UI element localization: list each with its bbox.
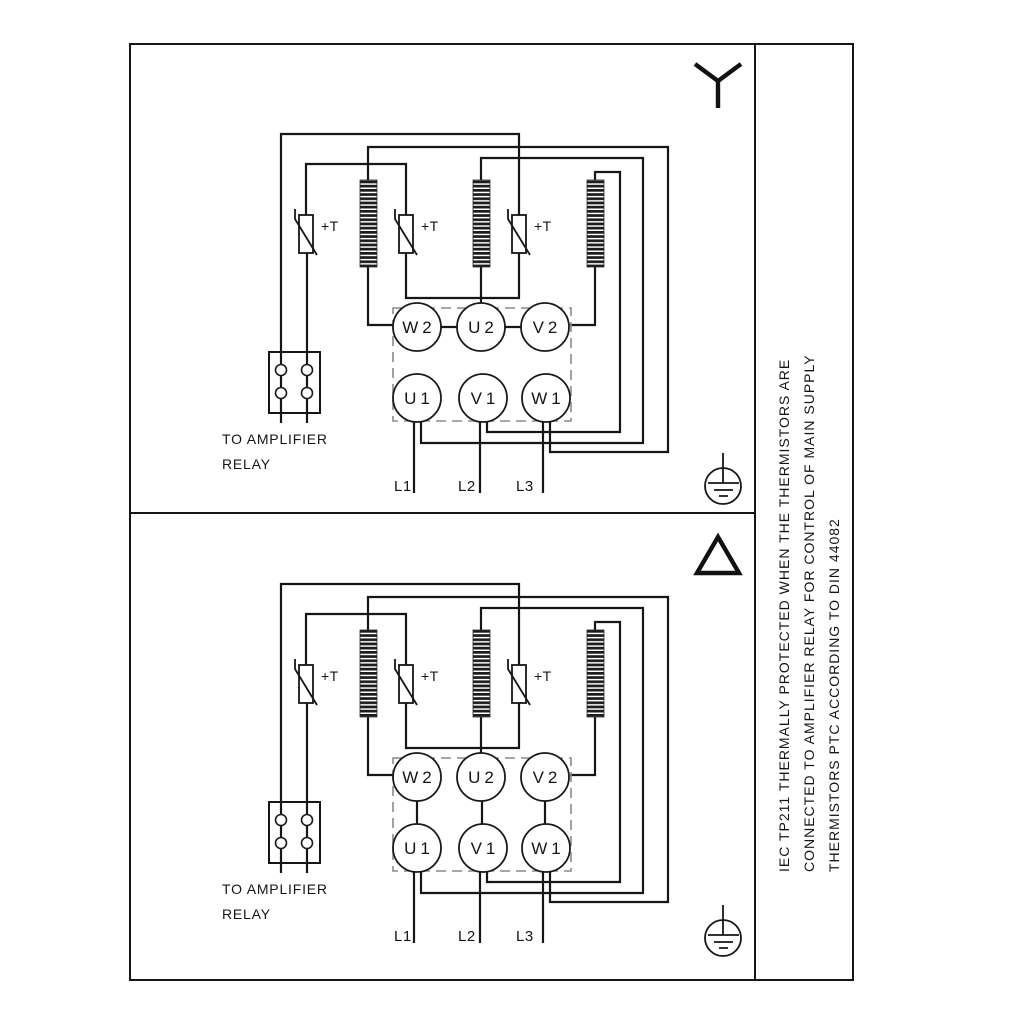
ground-bars bbox=[708, 483, 739, 496]
supply-label-l3: L3 bbox=[516, 928, 534, 945]
motor-terminal-u1 bbox=[393, 824, 441, 872]
motor-terminal-w1 bbox=[522, 824, 570, 872]
earth-ground-icon bbox=[705, 453, 741, 504]
relay-caption-line2: RELAY bbox=[222, 906, 271, 922]
relay-caption-line1: TO AMPLIFIER bbox=[222, 881, 328, 897]
relay-caption-line2: RELAY bbox=[222, 456, 271, 472]
terminal-label: W2 bbox=[402, 318, 436, 337]
ground-bars bbox=[708, 935, 739, 948]
terminal-label: U1 bbox=[404, 839, 434, 858]
supply-label-l2: L2 bbox=[458, 478, 476, 495]
motor-terminal-u2 bbox=[457, 303, 505, 351]
terminal-label: W1 bbox=[531, 839, 565, 858]
supply-label-l3: L3 bbox=[516, 478, 534, 495]
supply-label-l1: L1 bbox=[394, 928, 412, 945]
note-line-1: IEC TP211 THERMALLY PROTECTED WHEN THE THERMISTORS ARE bbox=[776, 358, 792, 872]
motor-terminal-w2 bbox=[393, 303, 441, 351]
thermistor-label: +T bbox=[534, 218, 552, 234]
thermistor-label: +T bbox=[534, 668, 552, 684]
motor-winding-u bbox=[473, 630, 490, 717]
star-panel bbox=[222, 64, 741, 504]
motor-winding-w bbox=[360, 180, 377, 267]
ptc-thermistor-icon bbox=[508, 209, 552, 255]
relay-terminal-box bbox=[269, 802, 320, 863]
delta-panel bbox=[222, 537, 741, 956]
motor-terminal-w2 bbox=[393, 753, 441, 801]
supply-label-l1: L1 bbox=[394, 478, 412, 495]
motor-terminal-v1 bbox=[459, 374, 507, 422]
relay-terminal-box bbox=[269, 352, 320, 413]
relay-caption-line1: TO AMPLIFIER bbox=[222, 431, 328, 447]
relay-terminal bbox=[302, 838, 313, 849]
thermistor-label: +T bbox=[421, 218, 439, 234]
ptc-thermistor-icon bbox=[508, 659, 552, 705]
relay-terminal bbox=[276, 815, 287, 826]
thermistor-label: +T bbox=[321, 218, 339, 234]
thermistor-body bbox=[299, 215, 313, 253]
terminal-label: U1 bbox=[404, 389, 434, 408]
relay-terminal bbox=[302, 815, 313, 826]
ptc-thermistor-icon bbox=[395, 209, 439, 255]
relay-terminal bbox=[276, 838, 287, 849]
terminal-label: V1 bbox=[470, 389, 500, 408]
terminal-label: V2 bbox=[532, 318, 562, 337]
relay-terminal bbox=[302, 388, 313, 399]
standards-note-column bbox=[776, 354, 842, 872]
thermistor-body bbox=[512, 215, 526, 253]
note-line-2: CONNECTED TO AMPLIFIER RELAY FOR CONTROL OF MAIN SUPPLY bbox=[801, 354, 817, 872]
amplifier-relay-block bbox=[269, 352, 320, 413]
motor-terminal-w1 bbox=[522, 374, 570, 422]
ptc-thermistor-icon bbox=[295, 209, 339, 255]
motor-terminal-v2 bbox=[521, 303, 569, 351]
relay-terminal bbox=[276, 388, 287, 399]
motor-winding-u bbox=[473, 180, 490, 267]
motor-winding-v bbox=[587, 630, 604, 717]
relay-terminal bbox=[302, 365, 313, 376]
earth-ground-icon bbox=[705, 905, 741, 956]
thermistor-body bbox=[512, 665, 526, 703]
thermistor-body bbox=[399, 215, 413, 253]
terminal-label: W1 bbox=[531, 389, 565, 408]
supply-label-l2: L2 bbox=[458, 928, 476, 945]
motor-terminal-u2 bbox=[457, 753, 505, 801]
terminal-label: U2 bbox=[468, 768, 498, 787]
motor-terminal-v1 bbox=[459, 824, 507, 872]
thermistor-label: +T bbox=[321, 668, 339, 684]
thermistor-body bbox=[299, 665, 313, 703]
delta-bridges bbox=[417, 801, 545, 824]
thermistor-body bbox=[399, 665, 413, 703]
amplifier-relay-block bbox=[269, 802, 320, 863]
terminal-label: U2 bbox=[468, 318, 498, 337]
motor-winding-w bbox=[360, 630, 377, 717]
note-line-3: THERMISTORS PTC ACCORDING TO DIN 44082 bbox=[826, 518, 842, 872]
terminal-label: W2 bbox=[402, 768, 436, 787]
relay-terminal bbox=[276, 365, 287, 376]
motor-terminal-v2 bbox=[521, 753, 569, 801]
terminal-label: V1 bbox=[470, 839, 500, 858]
thermistor-label: +T bbox=[421, 668, 439, 684]
ptc-thermistor-icon bbox=[295, 659, 339, 705]
delta-icon bbox=[697, 537, 739, 573]
star-icon bbox=[695, 64, 741, 108]
motor-terminal-u1 bbox=[393, 374, 441, 422]
terminal-label: V2 bbox=[532, 768, 562, 787]
motor-winding-v bbox=[587, 180, 604, 267]
ptc-thermistor-icon bbox=[395, 659, 439, 705]
